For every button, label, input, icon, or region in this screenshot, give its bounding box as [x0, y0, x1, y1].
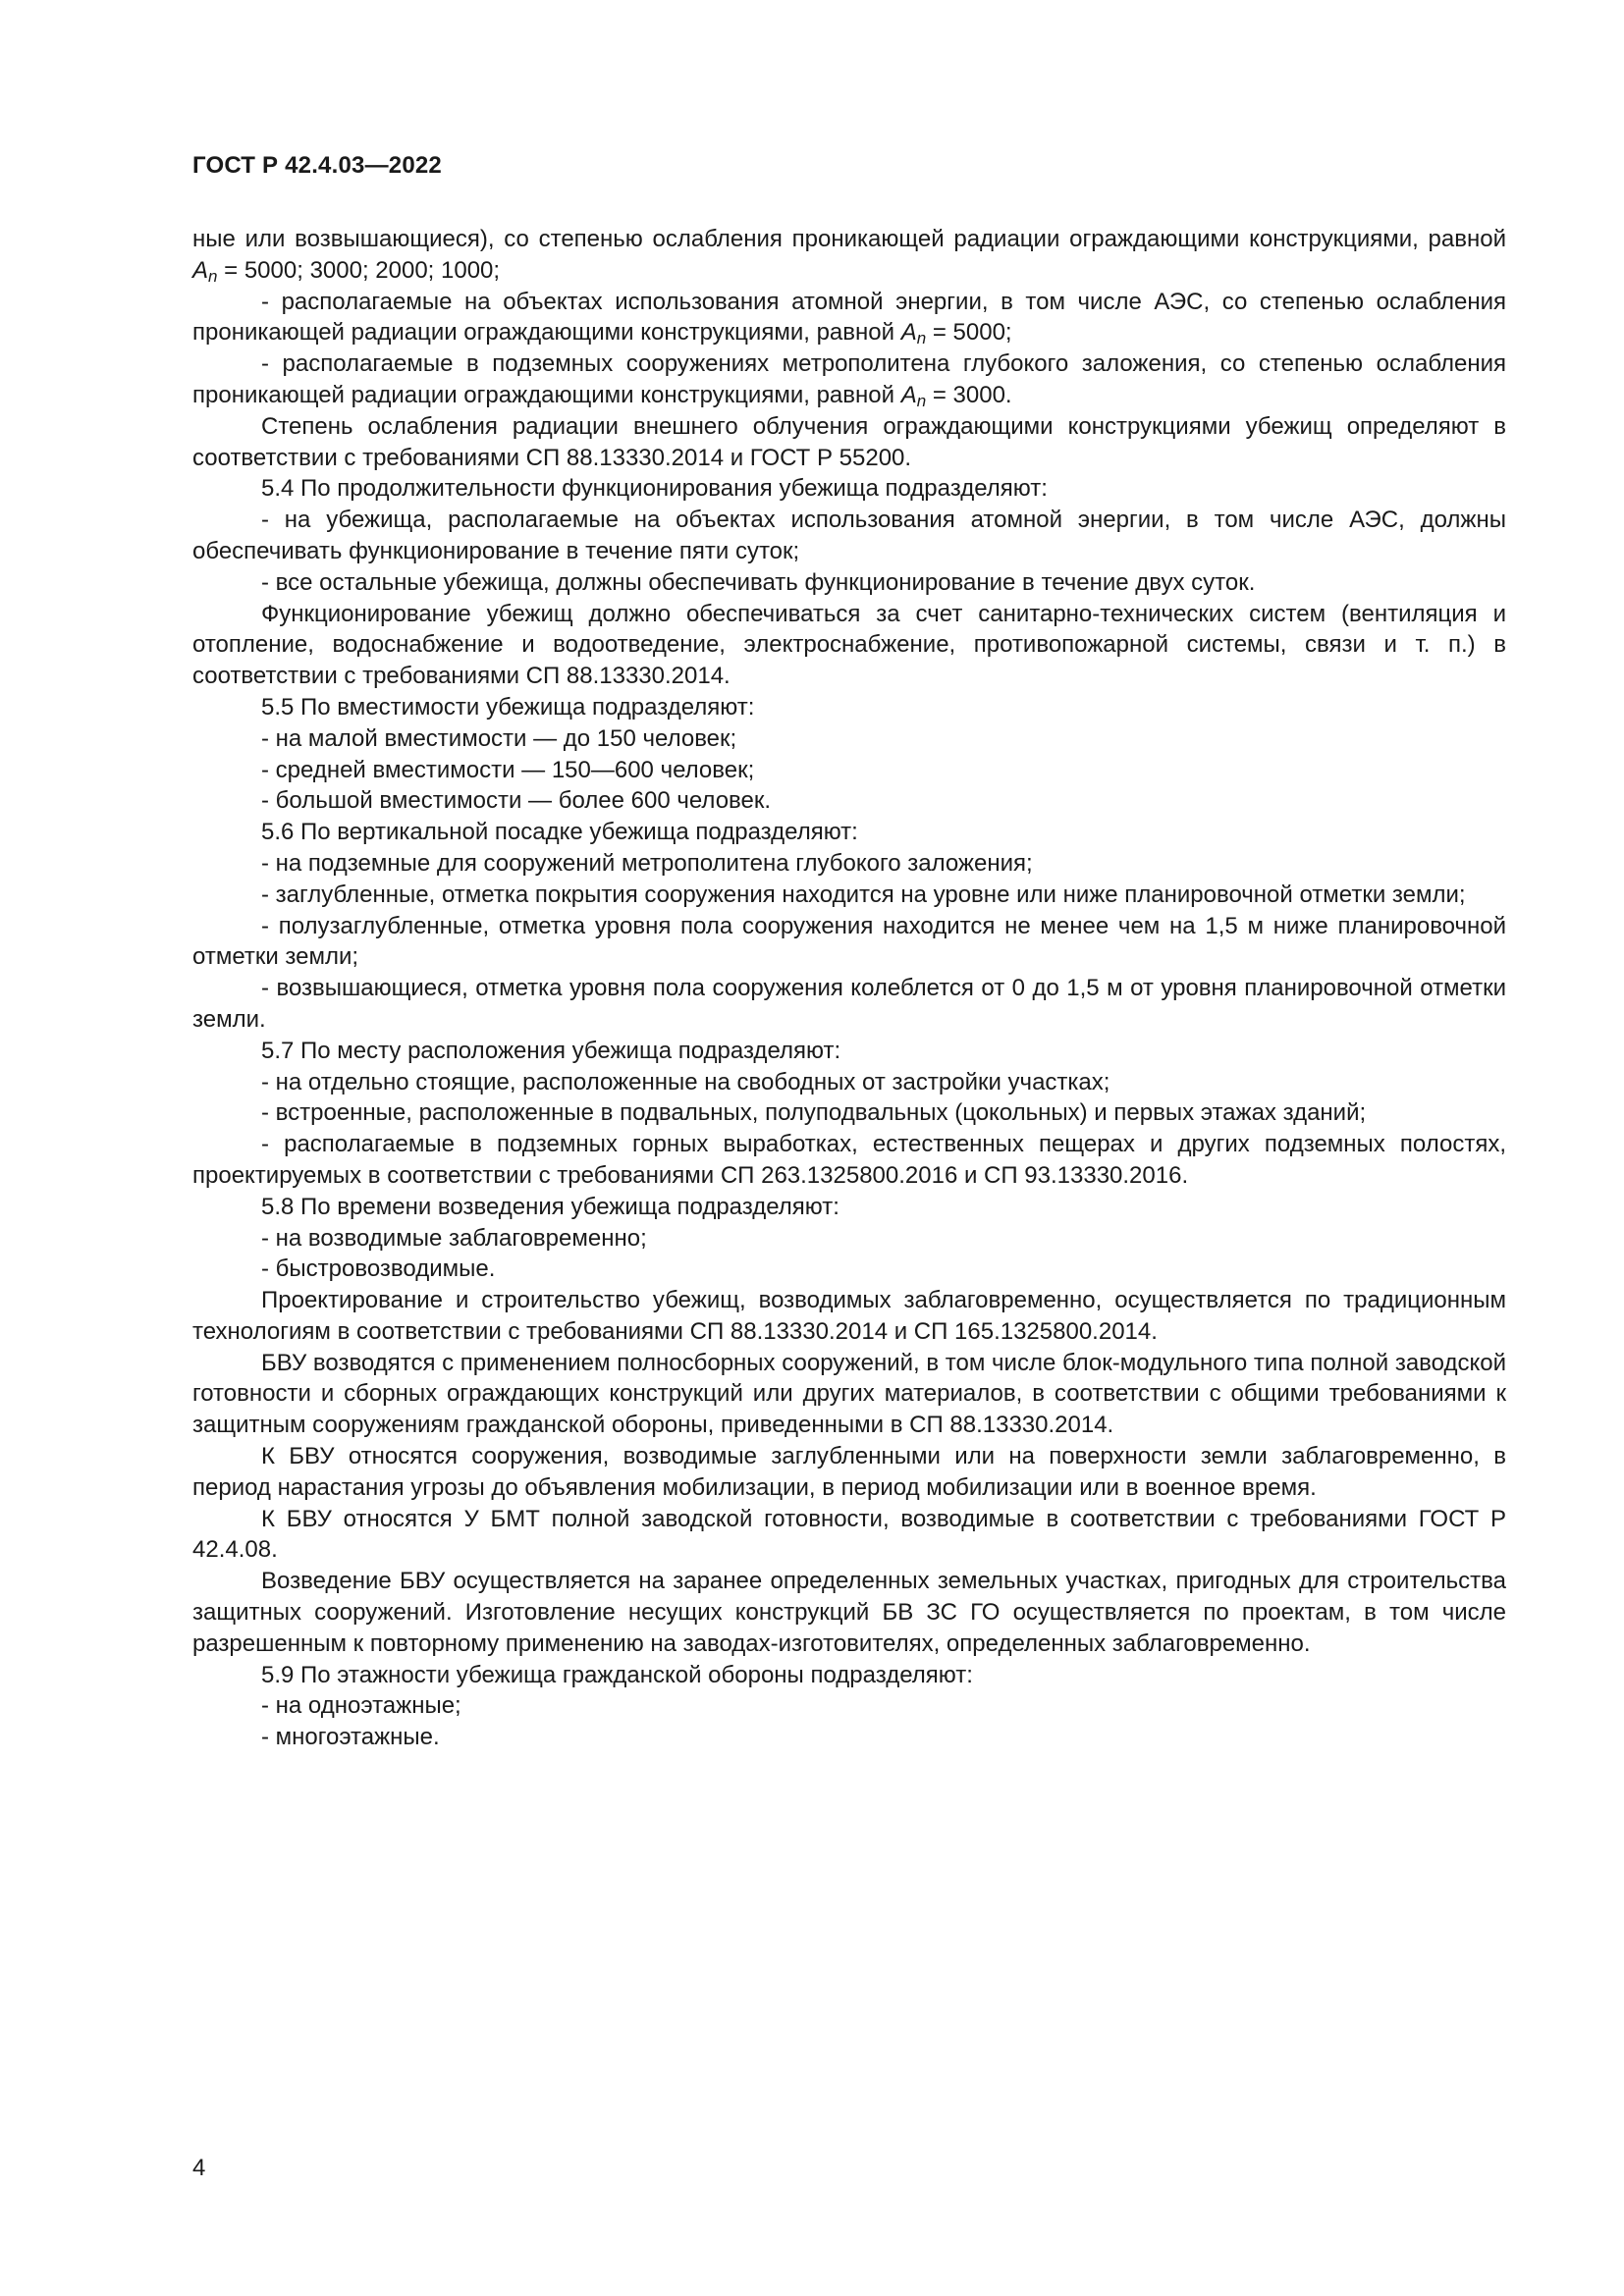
paragraph: - на одноэтажные;	[261, 1692, 461, 1720]
attenuation-symbol: $A_n$	[900, 381, 927, 410]
paragraph: Проектирование и строительство убежищ, возводимых заблаговременно, осуществляется по традиционным технологиям в соответствии с требованиями СП 88.13330.2014 и СП 165.1325800.2014.	[192, 1287, 1506, 1345]
paragraph: 5.9 По этажности убежища гражданской обороны подразделяют:	[261, 1661, 973, 1688]
page-number: 4	[192, 2155, 206, 2181]
paragraph: 5.6 По вертикальной посадке убежища подразделяют:	[261, 819, 858, 846]
paragraph: 5.7 По месту расположения убежища подразделяют:	[261, 1037, 841, 1064]
paragraph: - располагаемые на объектах использования атомной энергии, в том числе АЭС, со степенью ослабления проникающей радиации ограждающими конструкциями, равной $A_n = 5000$;	[192, 288, 1506, 348]
paragraph: - на малой вместимости — до 150 человек;	[261, 724, 737, 752]
paragraph: - возвышающиеся, отметка уровня пола сооружения колеблется от 0 до 1,5 м от уровня планировочной отметки земли.	[192, 975, 1506, 1033]
paragraph: - быстровозводимые.	[261, 1255, 496, 1283]
paragraph: 5.4 По продолжительности функционирования убежища подразделяют:	[261, 475, 1048, 503]
document-code-header: ГОСТ Р 42.4.03—2022	[192, 152, 442, 179]
paragraph: - на возводимые заблаговременно;	[261, 1224, 647, 1252]
paragraph: - средней вместимости — 150—600 человек;	[261, 756, 755, 783]
paragraph: К БВУ относятся У БМТ полной заводской готовности, возводимые в соответствии с требованиями ГОСТ Р 42.4.08.	[192, 1505, 1506, 1564]
paragraph: - на подземные для сооружений метрополитена глубокого заложения;	[261, 849, 1033, 877]
paragraph: - встроенные, расположенные в подвальных, полуподвальных (цокольных) и первых этажах зданий;	[261, 1099, 1367, 1127]
paragraph: ные или возвышающиеся), со степенью ослабления проникающей радиации ограждающими конструкциями, равной $A_n = 5000$; 3000; 2000; 1000;	[192, 226, 1506, 286]
attenuation-symbol: $A_n$	[192, 256, 218, 286]
paragraph: Степень ослабления радиации внешнего облучения ограждающими конструкциями убежищ определяют в соответствии с требованиями СП 88.13330.2014 и ГОСТ Р 55200.	[192, 412, 1506, 471]
paragraph: - располагаемые в подземных сооружениях метрополитена глубокого заложения, со степенью ослабления проникающей радиации ограждающими конструкциями, равной $A_n = 3000$.	[192, 350, 1506, 410]
paragraph: БВУ возводятся с применением полносборных сооружений, в том числе блок-модульного типа полной заводской готовности и сборных ограждающих конструкций или других материалов, в соответствии с общими требованиями к защитным сооружениям гражданской обороны, приведенными в СП 88.13330.2014.	[192, 1349, 1506, 1439]
attenuation-symbol: $A_n$	[900, 319, 927, 348]
paragraph: - все остальные убежища, должны обеспечивать функционирование в течение двух суток.	[261, 568, 1256, 596]
document-body	[192, 224, 1506, 1753]
paragraph: Возведение БВУ осуществляется на заранее определенных земельных участках, пригодных для строительства защитных сооружений. Изготовление несущих конструкций БВ ЗС ГО осуществляется по проектам, в том числе разрешенным к повторному применению на заводах-изготовителях, определенных заблаговременно.	[192, 1568, 1506, 1657]
paragraph: - полузаглубленные, отметка уровня пола сооружения находится не менее чем на 1,5 м ниже планировочной отметки земли;	[192, 912, 1506, 971]
paragraph: - многоэтажные.	[261, 1724, 440, 1751]
paragraph: Функционирование убежищ должно обеспечиваться за счет санитарно-технических систем (вентиляция и отопление, водоснабжение и водоотведение, электроснабжение, противопожарной системы, связи и т. п.) в соответствии с требованиями СП 88.13330.2014.	[192, 600, 1506, 690]
paragraph: 5.5 По вместимости убежища подразделяют:	[261, 693, 755, 721]
paragraph: - располагаемые в подземных горных выработках, естественных пещерах и других подземных полостях, проектируемых в соответствии с требованиями СП 263.1325800.2016 и СП 93.13330.2016.	[192, 1131, 1506, 1189]
paragraph: - на убежища, располагаемые на объектах использования атомной энергии, в том числе АЭС, должны обеспечивать функционирование в течение пяти суток;	[192, 507, 1506, 564]
paragraph: - на отдельно стоящие, расположенные на свободных от застройки участках;	[261, 1068, 1110, 1095]
paragraph: К БВУ относятся сооружения, возводимые заглубленными или на поверхности земли заблаговременно, в период нарастания угрозы до объявления мобилизации, в период мобилизации или в военное время.	[192, 1443, 1506, 1501]
paragraph: 5.8 По времени возведения убежища подразделяют:	[261, 1193, 839, 1220]
paragraph: - большой вместимости — более 600 человек.	[261, 787, 772, 815]
paragraph: - заглубленные, отметка покрытия сооружения находится на уровне или ниже планировочной отметки земли;	[261, 881, 1466, 908]
